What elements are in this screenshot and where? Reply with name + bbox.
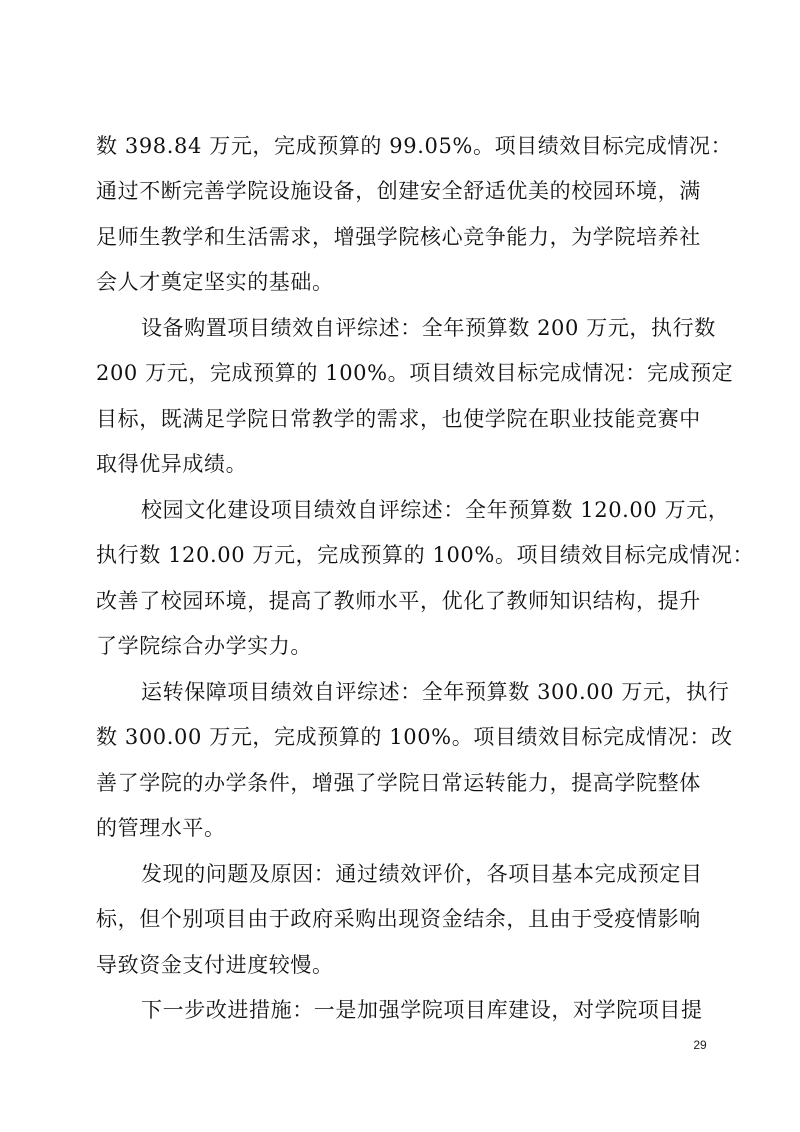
text-line-8: 取得优异成绩。 (96, 452, 248, 476)
text-line-16: 的管理水平。 (96, 816, 226, 840)
text-line-12: 了学院综合办学实力。 (96, 634, 312, 658)
text-line-18: 标，但个别项目由于政府采购出现资金结余，且由于受疫情影响 (96, 907, 701, 931)
text-line-10: 执行数 120.00 万元，完成预算的 100%。项目绩效目标完成情况： (96, 543, 755, 567)
text-line-9: 校园文化建设项目绩效自评综述：全年预算数 120.00 万元， (141, 498, 730, 522)
text-line-20: 下一步改进措施：一是加强学院项目库建设，对学院项目提 (141, 998, 703, 1022)
text-line-1: 数 398.84 万元，完成预算的 99.05%。项目绩效目标完成情况： (96, 134, 733, 158)
text-line-5: 设备购置项目绩效自评综述：全年预算数 200 万元，执行数 (141, 316, 716, 340)
text-line-15: 善了学院的办学条件，增强了学院日常运转能力，提高学院整体 (96, 771, 701, 795)
text-line-14: 数 300.00 万元，完成预算的 100%。项目绩效目标完成情况：改 (96, 725, 733, 749)
text-line-13: 运转保障项目绩效自评综述：全年预算数 300.00 万元，执行 (141, 680, 730, 704)
text-line-19: 导致资金支付进度较慢。 (96, 953, 334, 977)
page-number: 29 (693, 1038, 707, 1052)
text-line-4: 会人才奠定坚实的基础。 (96, 270, 334, 294)
text-line-11: 改善了校园环境，提高了教师水平，优化了教师知识结构，提升 (96, 589, 701, 613)
text-line-2: 通过不断完善学院设施设备，创建安全舒适优美的校园环境，满 (96, 179, 701, 203)
text-line-3: 足师生教学和生活需求，增强学院核心竞争能力，为学院培养社 (96, 225, 701, 249)
text-line-6: 200 万元，完成预算的 100%。项目绩效目标完成情况：完成预定 (96, 361, 734, 385)
text-line-17: 发现的问题及原因：通过绩效评价，各项目基本完成预定目 (141, 862, 703, 886)
text-line-7: 目标，既满足学院日常教学的需求，也使学院在职业技能竞赛中 (96, 407, 701, 431)
